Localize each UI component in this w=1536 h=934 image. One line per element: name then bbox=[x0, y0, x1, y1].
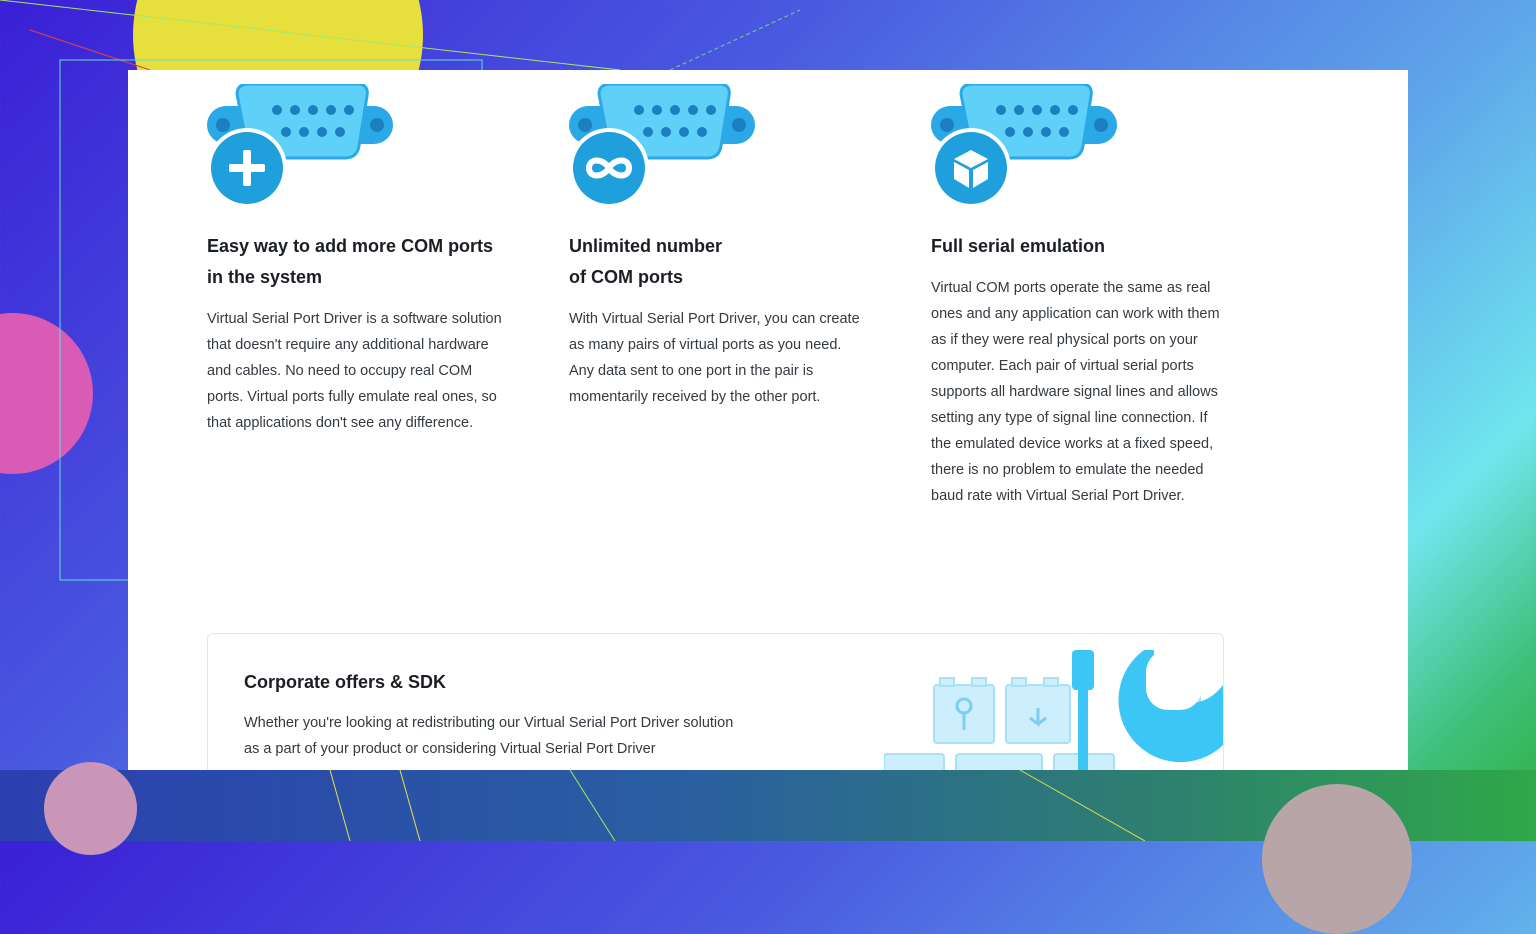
port-plus-icon bbox=[207, 84, 397, 209]
feature-title: Unlimited number of COM ports bbox=[569, 236, 723, 287]
corporate-offers-card[interactable] bbox=[207, 633, 1224, 770]
tools-illustration-icon bbox=[884, 650, 1224, 770]
corporate-description: Whether you're looking at redistributing our Virtual Serial Port Driver solution as a part of your product or considering Virtual Serial Port Driver bbox=[244, 715, 734, 757]
feature-description: Virtual COM ports operate the same as real ones and any application can work with them as if they were real physical ports on your computer. Each pair of virtual serial ports supports all hardware signal lines and allows setting any type of signal line connection. If the emulated device works at a fixed speed, there is no problem to emulate the needed baud rate with Virtual Serial Port Driver. bbox=[931, 280, 1220, 504]
corporate-title: Corporate offers & SDK bbox=[244, 672, 447, 692]
feature-description: Virtual Serial Port Driver is a software solution that doesn't require any additional hardware and cables. No need to occupy real COM ports. Virtual ports fully emulate real ones, so that applications don't see any difference. bbox=[207, 311, 502, 431]
port-infinity-icon bbox=[569, 84, 759, 209]
port-cube-icon bbox=[931, 84, 1121, 209]
feature-description: With Virtual Serial Port Driver, you can create as many pairs of virtual ports as you need. Any data sent to one port in the pair is momentarily received by the other port. bbox=[569, 311, 860, 405]
content-panel bbox=[128, 70, 1408, 770]
feature-title: Easy way to add more COM ports in the system bbox=[207, 236, 494, 287]
feature-title: Full serial emulation bbox=[931, 236, 1106, 256]
